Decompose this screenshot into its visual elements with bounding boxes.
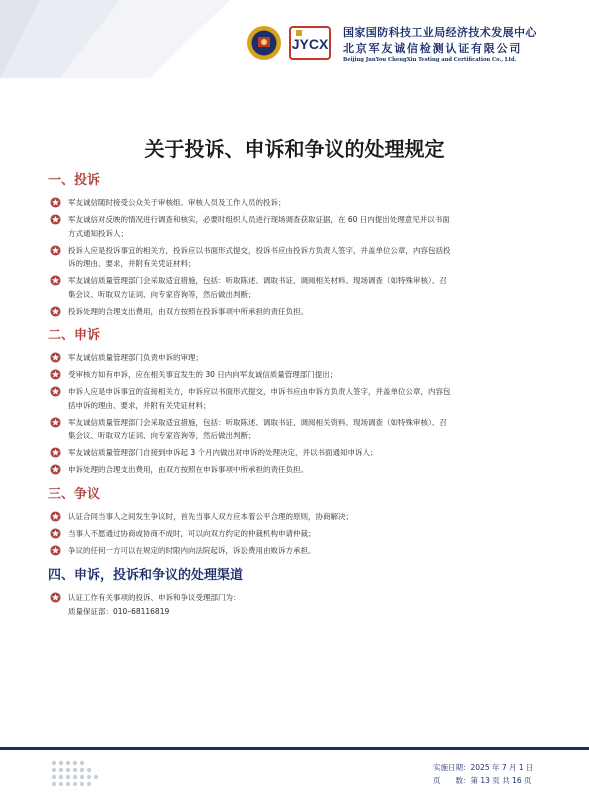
- footer-effective-date: 实施日期：2025 年 7 月 1 日: [433, 763, 534, 772]
- section-heading: 三、争议: [48, 487, 101, 502]
- star-bullet-icon: [50, 447, 61, 458]
- section-disputes: [48, 486, 558, 561]
- list-item: 军友诚信质量管理部门负责申诉的审理；: [48, 351, 558, 365]
- star-bullet-icon: [50, 369, 61, 380]
- list-item: 军友诚信质量管理部门会采取适宜措施，包括：听取陈述、调取书证、调阅相关材料、现场调查（如特殊审核）、召 集会议、听取双方证词、向专家咨询等，然后做出判断；: [48, 274, 558, 301]
- header-logos: [244, 22, 334, 64]
- list-item: 军友诚信质量管理部门自接到申诉起 3 个月内做出对申诉的处理决定，并以书面通知申诉人；: [48, 446, 558, 460]
- header-company-english: Beijing JunYou ChengXin Testing and Certification Co., Ltd.: [343, 57, 517, 63]
- star-bullet-icon: [50, 592, 61, 603]
- star-bullet-icon: [50, 245, 61, 256]
- list-item: 军友诚信质量管理部门会采取适宜措施，包括：听取陈述、调取书证、调阅相关资料、现场调查（如特殊审核）、召 集会议、听取双方证词、向专家咨询等，然后做出判断；: [48, 416, 558, 443]
- star-bullet-icon: [50, 214, 61, 225]
- footer-dot-decoration: [50, 757, 130, 793]
- header-corner-decoration: [0, 0, 230, 78]
- svg-text:JYCX: JYCX: [291, 36, 329, 52]
- star-bullet-icon: [50, 275, 61, 286]
- list-item: 投诉人应是投诉事宜的相关方，投诉应以书面形式提交，投诉书应由投诉方负责人签字，并盖单位公章，内容包括投 诉的理由、要求，并附有关凭证材料；: [48, 244, 558, 271]
- header-company-name: 北京军友诚信检测认证有限公司: [343, 42, 523, 55]
- star-bullet-icon: [50, 197, 61, 208]
- list-item: 投诉处理的合理支出费用，由双方按照在投诉事项中所承担的责任负担。: [48, 305, 558, 319]
- star-bullet-icon: [50, 511, 61, 522]
- star-bullet-icon: [50, 352, 61, 363]
- footer-divider: [0, 747, 589, 750]
- section-heading: 二、申诉: [48, 328, 101, 343]
- section-appeals: [48, 327, 558, 480]
- star-bullet-icon: [50, 386, 61, 397]
- list-item: 争议的任何一方可以在规定的时限内向法院起诉，诉讼费用由败诉方承担。: [48, 544, 558, 558]
- list-item: 军友诚信随时接受公众关于审核组、审核人员及工作人员的投诉；: [48, 196, 558, 210]
- list-item: 受审核方如有申诉，应在相关事宜发生的 30 日内向军友诚信质量管理部门提出；: [48, 368, 558, 382]
- star-bullet-icon: [50, 528, 61, 539]
- star-bullet-icon: [50, 306, 61, 317]
- list-item: 认证合同当事人之间发生争议时，首先当事人双方应本着公平合理的原则，协商解决；: [48, 510, 558, 524]
- contact-phone: 质量保证部：010–68116819: [68, 606, 170, 616]
- list-item: 当事人不愿通过协商或协商不成时，可以向双方约定的仲裁机构申请仲裁；: [48, 527, 558, 541]
- star-bullet-icon: [50, 417, 61, 428]
- page-title: 关于投诉、申诉和争议的处理规定: [144, 137, 445, 161]
- section-complaints: [48, 172, 558, 322]
- list-item: 军友诚信对反映的情况进行调查和核实，必要时组织人员进行现场调查获取证据，在 60 日内提出处理意见并以书面 方式通知投诉人；: [48, 213, 558, 240]
- header-org-name: 国家国防科技工业局经济技术发展中心: [343, 26, 537, 39]
- footer-page-number: 页 数：第 13 页 共 16 页: [433, 776, 532, 785]
- section-channels: [48, 567, 558, 622]
- jycx-logo: [290, 27, 330, 59]
- list-item: 申诉人应是申诉事宜的直接相关方，申诉应以书面形式提交，申诉书应由申诉方负责人签字，并盖单位公章，内容包 括申诉的理由、要求，并附有关凭证材料；: [48, 385, 558, 412]
- list-item: 申诉处理的合理支出费用，由双方按照在申诉事项中所承担的责任负担。: [48, 463, 558, 477]
- list-item: 认证工作有关事项的投诉、申诉和争议受理部门为： 质量保证部：010–68116819: [48, 591, 558, 618]
- star-bullet-icon: [50, 464, 61, 475]
- section-heading: 一、投诉: [48, 173, 101, 188]
- emblem-logo: [247, 26, 281, 60]
- star-bullet-icon: [50, 545, 61, 556]
- section-heading: 四、申诉，投诉和争议的处理渠道: [48, 568, 244, 583]
